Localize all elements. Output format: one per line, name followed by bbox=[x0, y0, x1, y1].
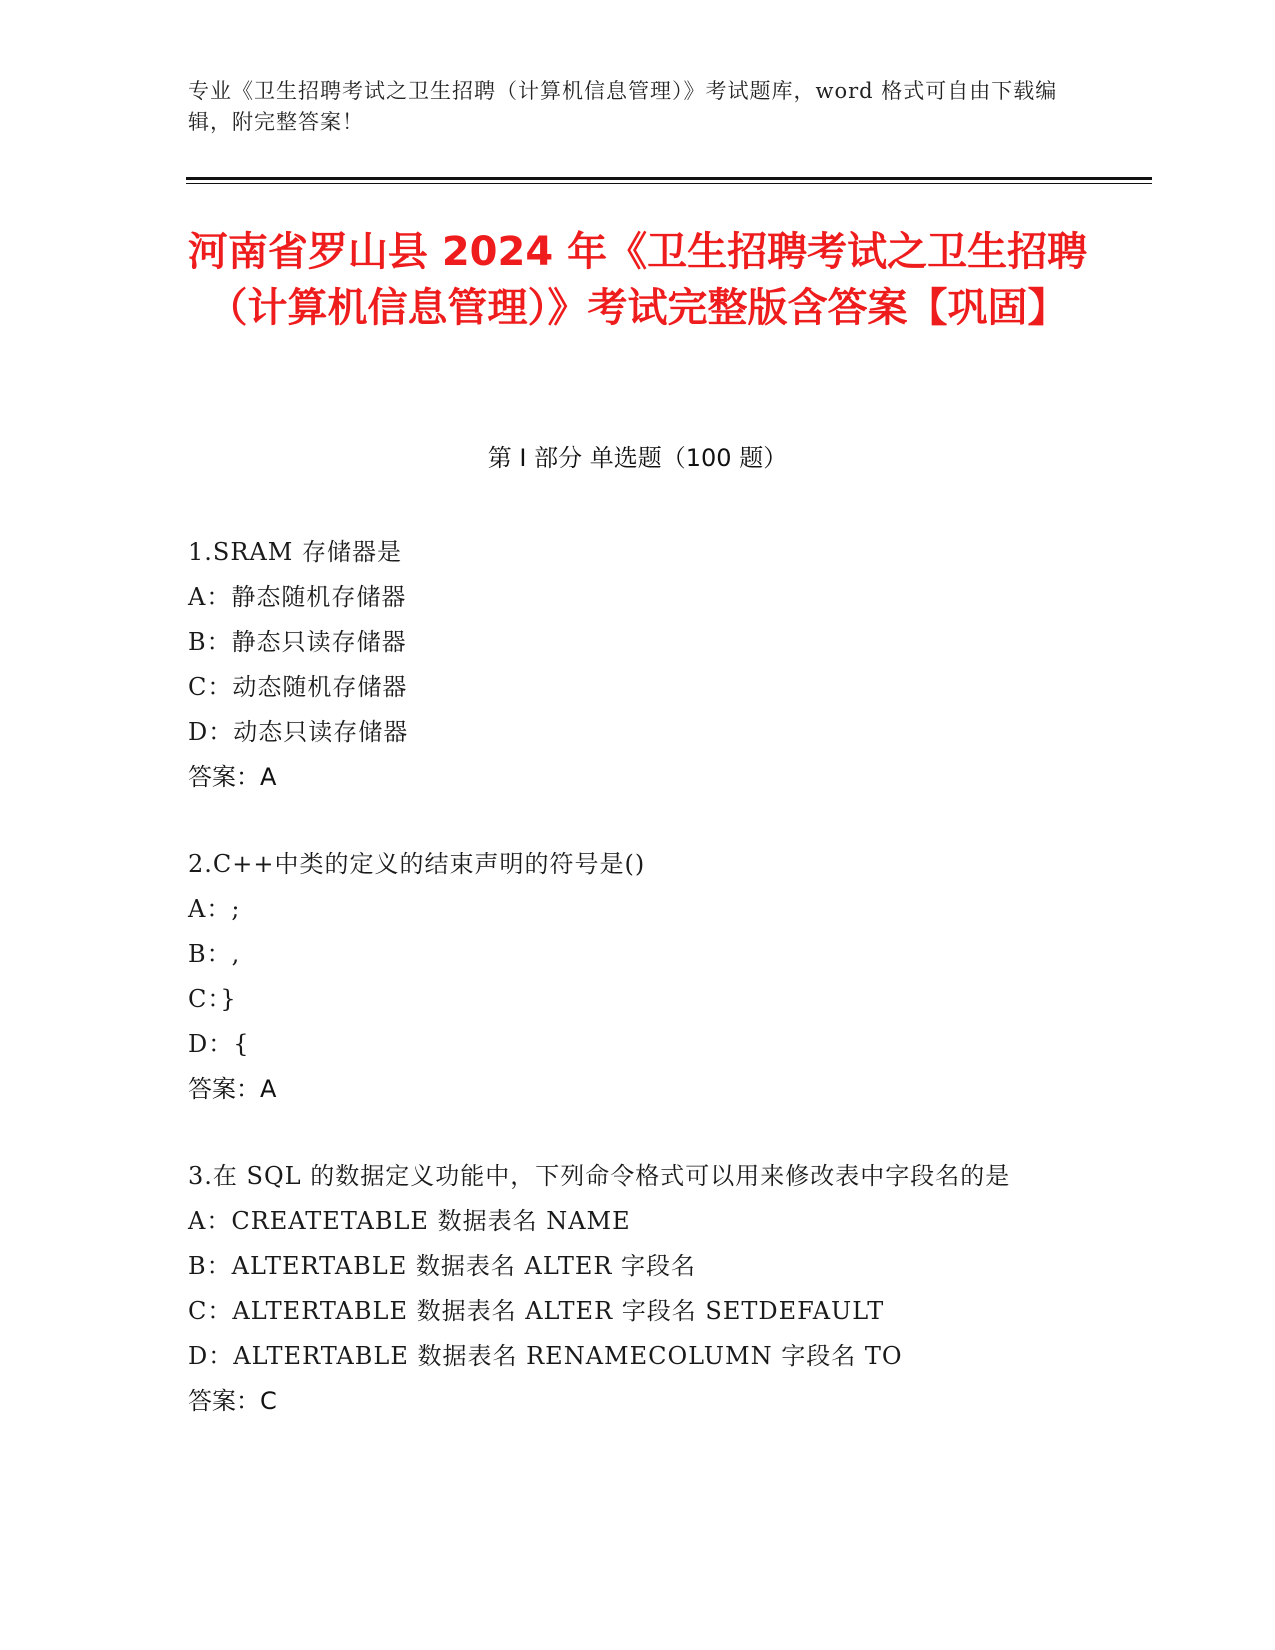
question-stem: 3.在 SQL 的数据定义功能中，下列命令格式可以用来修改表中字段名的是 bbox=[188, 1162, 1011, 1190]
section-title: 第 I 部分 单选题（100 题） bbox=[487, 444, 788, 472]
document-title: 河南省罗山县 2024 年《卫生招聘考试之卫生招聘（计算机信息管理）》考试完整版含答案【巩固】 bbox=[187, 229, 1088, 331]
answer: 答案：C bbox=[188, 1387, 277, 1415]
question-stem: 1.SRAM 存储器是 bbox=[188, 538, 402, 566]
option-d: D：ALTERTABLE 数据表名 RENAMECOLUMN 字段名 TO bbox=[188, 1342, 903, 1370]
option-b: B：静态只读存储器 bbox=[188, 628, 407, 656]
option-d: D：动态只读存储器 bbox=[188, 718, 409, 746]
header-rule-thick bbox=[186, 177, 1152, 180]
option-c: C：ALTERTABLE 数据表名 ALTER 字段名 SETDEFAULT bbox=[188, 1297, 885, 1325]
answer: 答案：A bbox=[188, 763, 277, 791]
question-3 bbox=[188, 1154, 1068, 1424]
answer: 答案：A bbox=[188, 1075, 277, 1103]
option-b: B：ALTERTABLE 数据表名 ALTER 字段名 bbox=[188, 1252, 697, 1280]
option-c: C：} bbox=[188, 985, 237, 1013]
option-a: A：CREATETABLE 数据表名 NAME bbox=[188, 1207, 631, 1235]
option-c: C：动态随机存储器 bbox=[188, 673, 408, 701]
option-d: D：{ bbox=[188, 1030, 250, 1058]
option-a: A：静态随机存储器 bbox=[188, 583, 407, 611]
option-a: A：; bbox=[188, 895, 241, 923]
header-rule-thin bbox=[186, 183, 1152, 184]
question-list bbox=[188, 530, 1068, 1466]
option-b: B：, bbox=[188, 940, 241, 968]
question-1 bbox=[188, 530, 1068, 800]
question-stem: 2.C++中类的定义的结束声明的符号是() bbox=[188, 850, 646, 878]
header-note: 专业《卫生招聘考试之卫生招聘（计算机信息管理）》考试题库，word 格式可自由下载编辑，附完整答案！ bbox=[188, 79, 1058, 134]
question-2 bbox=[188, 842, 1068, 1112]
